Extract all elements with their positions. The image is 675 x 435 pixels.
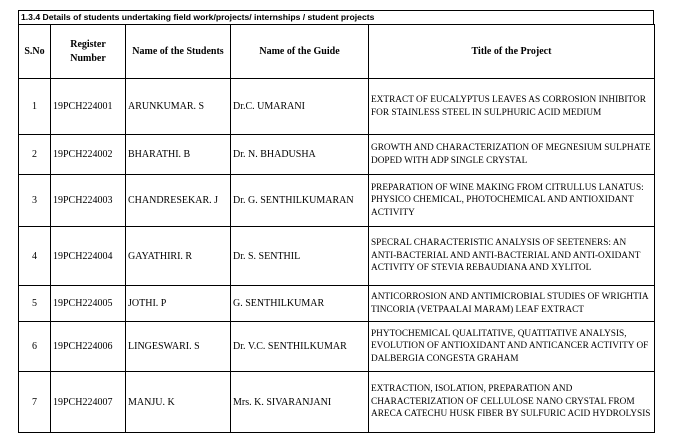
cell-sno: 5 [19,286,51,322]
cell-project-title: ANTICORROSION AND ANTIMICROBIAL STUDIES OF WRIGHTIA TINCORIA (VETPAALAI MARAM) LEAF EXTRACT [369,286,655,322]
header-student-name: Name of the Students [126,25,231,79]
table-row [19,227,655,286]
table-row [19,79,655,135]
cell-project-title: EXTRACTION, ISOLATION, PREPARATION AND CHARACTERIZATION OF CELLULOSE NANO CRYSTAL FROM ARECA CATECHU HUSK FIBER BY SULFURIC ACID HYDROLYSIS [369,372,655,433]
table-header-row [19,25,655,79]
cell-student-name: LINGESWARI. S [126,322,231,372]
cell-register-number: 19PCH224001 [51,79,126,135]
table-row [19,175,655,227]
cell-student-name: GAYATHIRI. R [126,227,231,286]
cell-project-title: EXTRACT OF EUCALYPTUS LEAVES AS CORROSION INHIBITOR FOR STAINLESS STEEL IN SULPHURIC ACID MEDIUM [369,79,655,135]
cell-student-name: CHANDRESEKAR. J [126,175,231,227]
cell-guide-name: Dr. S. SENTHIL [231,227,369,286]
header-sno: S.No [19,25,51,79]
cell-sno: 3 [19,175,51,227]
cell-register-number: 19PCH224006 [51,322,126,372]
cell-guide-name: Dr.C. UMARANI [231,79,369,135]
cell-register-number: 19PCH224007 [51,372,126,433]
cell-register-number: 19PCH224003 [51,175,126,227]
cell-sno: 6 [19,322,51,372]
cell-sno: 2 [19,135,51,175]
cell-guide-name: G. SENTHILKUMAR [231,286,369,322]
header-project-title: Title of the Project [369,25,655,79]
header-register-number: Register Number [51,25,126,79]
cell-project-title: SPECRAL CHARACTERISTIC ANALYSIS OF SEETENERS: AN ANTI-BACTERIAL AND ANTI-BACTERIAL AND ANTI-OXIDANT ACTIVITY OF STEVIA REBAUDIANA AND XYLITOL [369,227,655,286]
cell-guide-name: Mrs. K. SIVARANJANI [231,372,369,433]
cell-sno: 7 [19,372,51,433]
cell-sno: 1 [19,79,51,135]
table-caption: 1.3.4 Details of students undertaking field work/projects/ internships / student projects [18,10,654,24]
cell-student-name: MANJU. K [126,372,231,433]
table-row [19,322,655,372]
cell-student-name: JOTHI. P [126,286,231,322]
cell-register-number: 19PCH224004 [51,227,126,286]
table-row [19,135,655,175]
cell-guide-name: Dr. G. SENTHILKUMARAN [231,175,369,227]
cell-sno: 4 [19,227,51,286]
cell-register-number: 19PCH224005 [51,286,126,322]
table-row [19,372,655,433]
cell-student-name: BHARATHI. B [126,135,231,175]
student-projects-table [18,24,655,433]
cell-project-title: PREPARATION OF WINE MAKING FROM CITRULLUS LANATUS: PHYSICO CHEMICAL, PHOTOCHEMICAL AND ANTIOXIDANT ACTIVITY [369,175,655,227]
header-guide-name: Name of the Guide [231,25,369,79]
cell-guide-name: Dr. V.C. SENTHILKUMAR [231,322,369,372]
document-section [18,10,654,433]
cell-project-title: GROWTH AND CHARACTERIZATION OF MEGNESIUM SULPHATE DOPED WITH ADP SINGLE CRYSTAL [369,135,655,175]
table-row [19,286,655,322]
cell-register-number: 19PCH224002 [51,135,126,175]
cell-guide-name: Dr. N. BHADUSHA [231,135,369,175]
cell-project-title: PHYTOCHEMICAL QUALITATIVE, QUATITATIVE ANALYSIS, EVOLUTION OF ANTIOXIDANT AND ANTICANCER ACTIVITY OF DALBERGIA CONGESTA GRAHAM [369,322,655,372]
cell-student-name: ARUNKUMAR. S [126,79,231,135]
